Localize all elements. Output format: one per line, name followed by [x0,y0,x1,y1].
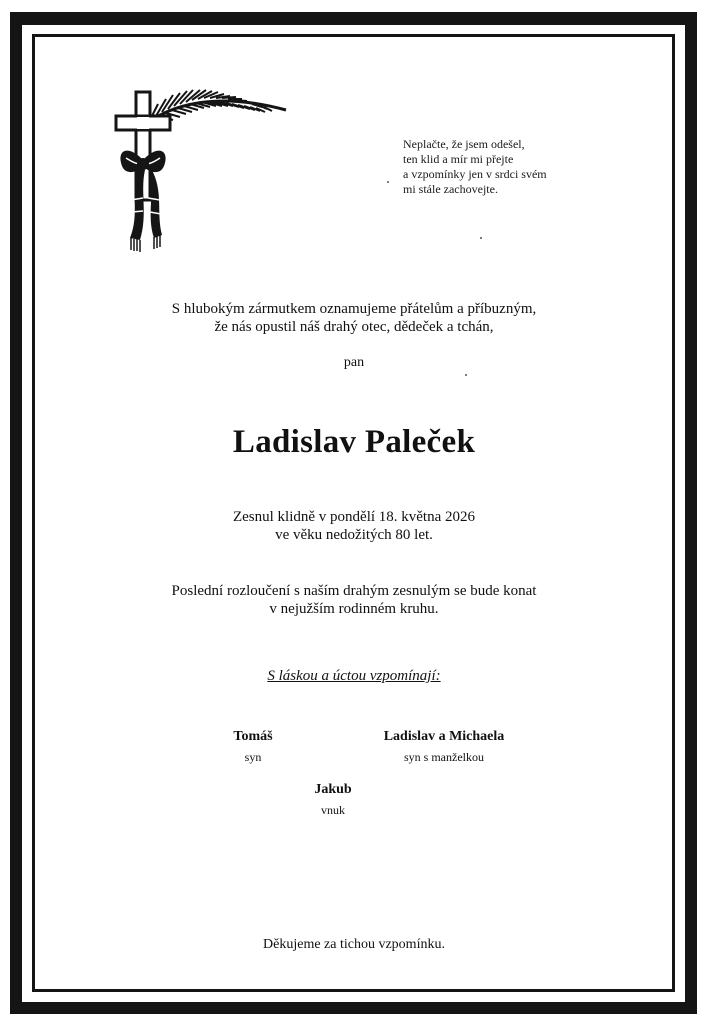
age-line: ve věku nedožitých 80 let. [275,527,433,543]
death-details [0,508,708,544]
scan-speck [480,237,482,239]
funeral-details [0,582,708,618]
announcement-text [0,300,708,336]
funeral-line: v nejužším rodinném kruhu. [269,601,439,617]
scan-speck [465,374,467,376]
memorial-poem [403,137,603,197]
mourner-relation: vnuk [321,803,345,817]
announcement-line: že nás opustil náš drahý otec, dědeček a tchán, [214,319,494,335]
honorific: pan [343,355,365,370]
funeral-line: Poslední rozloučení s naším drahým zesnulým se bude konat [171,583,537,599]
poem-line: ten klid a mír mi přejte [403,152,514,166]
cross-with-palm-branch-and-bow-icon [110,88,288,264]
mourner [280,782,386,818]
mourner [200,729,306,765]
poem-line: mi stále zachovejte. [403,182,498,196]
mourner-name: Tomáš [233,729,273,744]
mourner [364,729,524,765]
mourner-relation: syn [244,750,262,764]
announcement-line: S hlubokým zármutkem oznamujeme přátelům a příbuzným, [171,301,537,317]
poem-line: a vzpomínky jen v srdci svém [403,167,547,181]
mourner-name: Jakub [314,782,352,797]
scan-speck [387,181,389,183]
poem-line: Neplačte, že jsem odešel, [403,137,525,151]
deceased-name: Ladislav Paleček [232,424,476,460]
death-date-line: Zesnul klidně v pondělí 18. května 2026 [232,509,476,525]
closing-thanks: Děkujeme za tichou vzpomínku. [263,937,445,952]
mourner-name: Ladislav a Michaela [383,729,505,744]
mourner-relation: syn s manželkou [404,750,484,764]
mourners-heading: S láskou a úctou vzpomínají: [267,668,441,684]
